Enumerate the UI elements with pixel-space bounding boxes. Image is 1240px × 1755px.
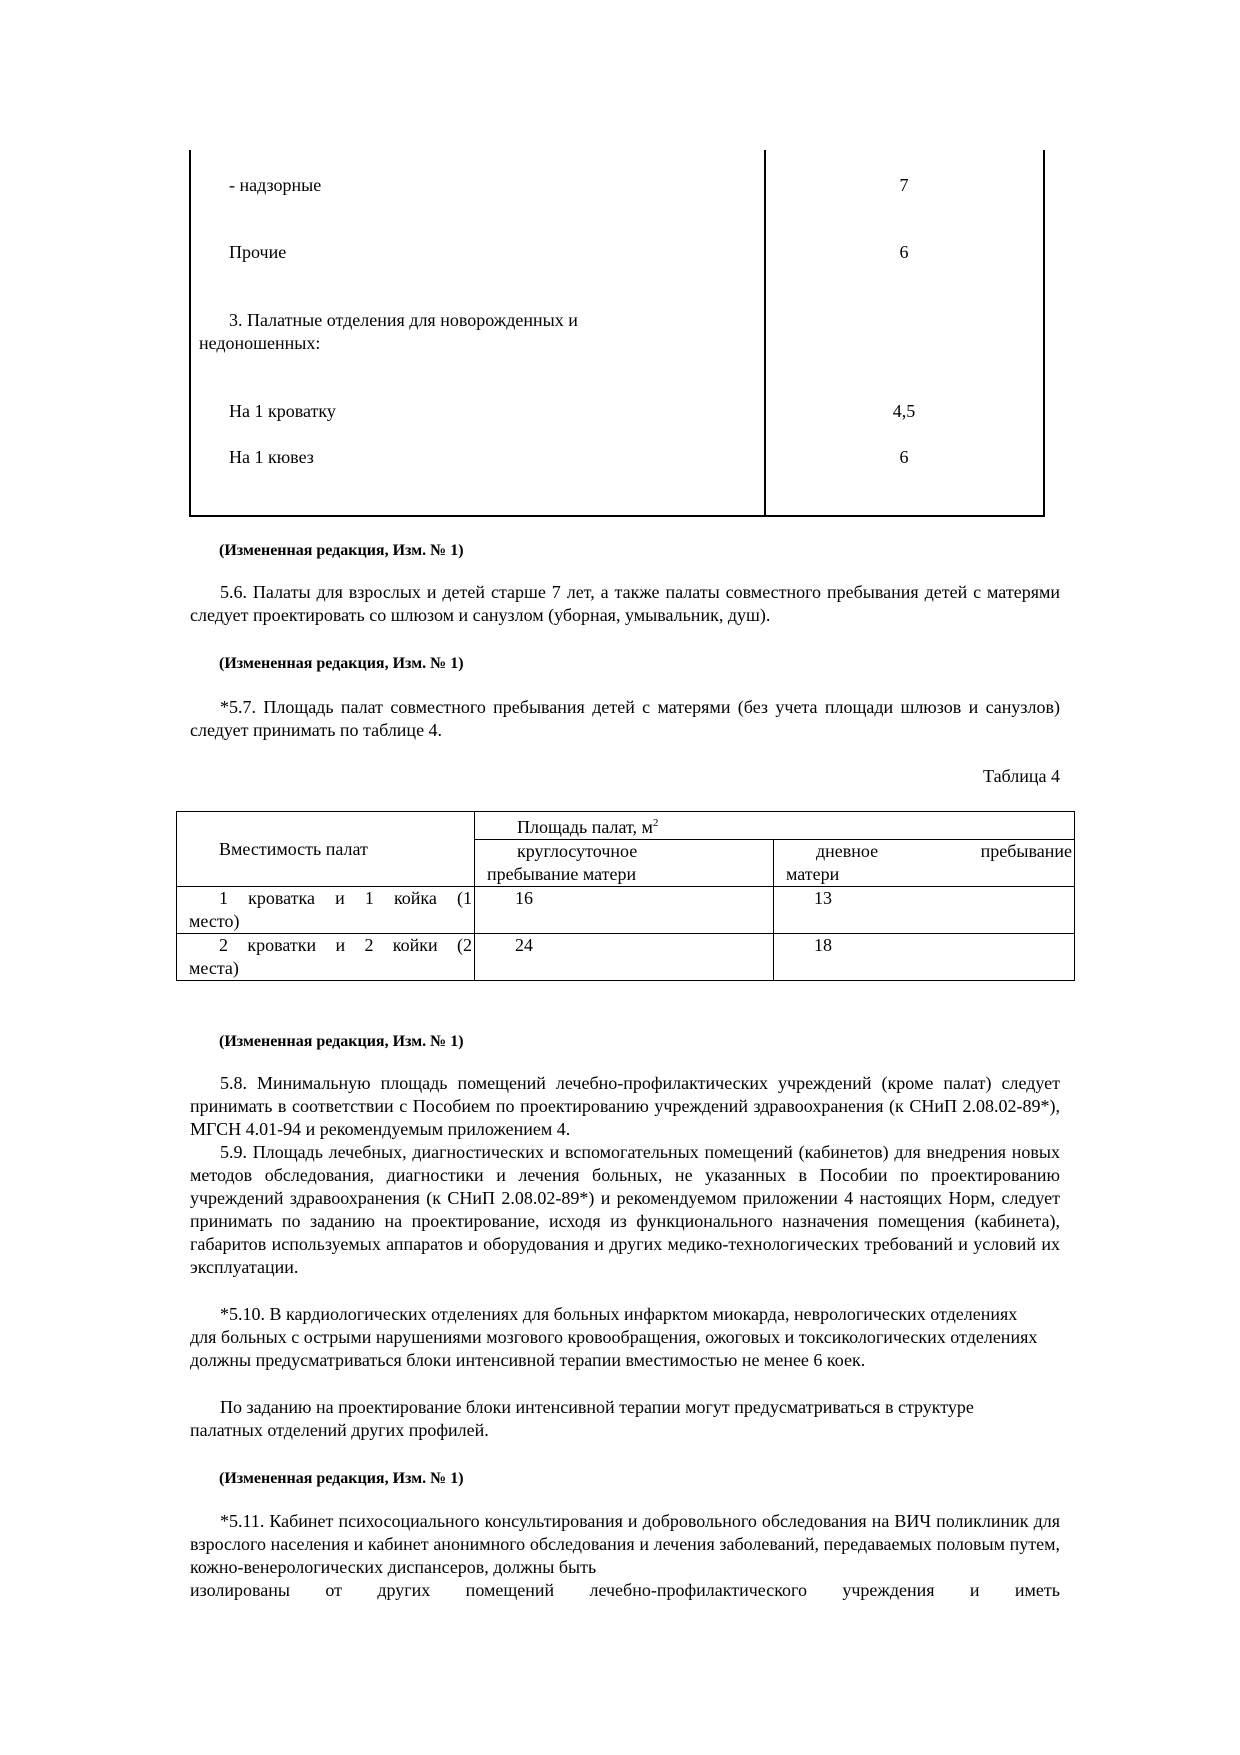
top-table-row-label: 3. Палатные отделения для новорожденных и <box>229 310 578 330</box>
table-row <box>177 812 1075 840</box>
paragraph-5-10: *5.10. В кардиологических отделениях для больных инфарктом миокарда, неврологических отделениях для больных с острыми нарушениями мозгового кровообращения, ожоговых и токсикологических отделениях должны предусматриваться блоки интенсивной терапии вместимостью не менее 6 коек. <box>190 1304 1038 1370</box>
daytime-value: 18 <box>774 934 1075 981</box>
daytime-header-line2: матери <box>786 864 840 884</box>
top-table-row-value: 6 <box>899 242 909 262</box>
paragraph-5-8: 5.8. Минимальную площадь помещений лечебно-профилактических учреждений (кроме палат) следует принимать в соответствии с Пособием по проектированию учреждений здравоохранения (к СНиП 2.08.02-89*), МГСН 4.01-94 и рекомендуемым приложением 4. <box>190 1073 1060 1139</box>
round-the-clock-header-line1: круглосуточное <box>517 841 638 861</box>
paragraph-5-9: 5.9. Площадь лечебных, диагностических и вспомогательных помещений (кабинетов) для внедрения новых методов обследования, диагностики и лечения больных, не указанных в Пособии по проектированию учреждений здравоохранения (к СНиП 2.08.02-89*) и рекомендуемом приложении 4 настоящих Норм, следует принимать по заданию на проектирование, исходя из функционального назначения помещения (кабинета), габаритов используемых аппаратов и оборудования и других медико-технологических требований и условий их эксплуатации. <box>190 1142 1060 1277</box>
paragraph-5-11: *5.11. Кабинет психосоциального консультирования и добровольного обследования на ВИЧ поликлиник для взрослого населения и кабинет анонимного обследования и лечения заболеваний, передаваемых половым путем, кожно-венерологических диспансеров, должны быть <box>190 1511 1060 1577</box>
top-table-row-value: 6 <box>899 447 909 467</box>
table-row <box>177 887 1075 934</box>
amendment-note: (Измененная редакция, Изм. № 1) <box>219 1033 464 1050</box>
capacity-header: Вместимость палат <box>219 838 368 859</box>
daytime-header <box>774 840 1075 887</box>
table-caption: Таблица 4 <box>983 766 1060 786</box>
capacity-cell-line2: место) <box>189 911 240 931</box>
table-row <box>177 934 1075 981</box>
capacity-cell <box>177 887 475 934</box>
amendment-note: (Измененная редакция, Изм. № 1) <box>219 655 464 672</box>
top-table-row-label: Прочие <box>229 242 287 262</box>
amendment-note: (Измененная редакция, Изм. № 1) <box>219 1470 464 1487</box>
capacity-cell-line1: 1 кроватка и 1 койка (1 <box>219 888 472 908</box>
capacity-cell-line1: 2 кроватки и 2 койки (2 <box>219 935 472 955</box>
area-header: Площадь палат, м <box>517 817 653 837</box>
paragraph-5-10-continuation: По заданию на проектирование блоки интенсивной терапии могут предусматриваться в структуре палатных отделений других профилей. <box>190 1397 974 1440</box>
capacity-cell-line2: места) <box>189 958 239 978</box>
top-table-row-value: 7 <box>899 175 909 195</box>
table-4 <box>176 811 1075 981</box>
daytime-header-word2: пребывание <box>980 841 1073 861</box>
paragraph-5-11-last-line: изолированы от других помещений лечебно-профилактического учреждения и иметь <box>190 1580 1060 1600</box>
round-the-clock-value: 24 <box>475 934 774 981</box>
area-header-superscript: 2 <box>652 817 659 829</box>
paragraph-5-7: *5.7. Площадь палат совместного пребывания детей с матерями (без учета площади шлюзов и санузлов) следует принимать по таблице 4. <box>190 697 1060 740</box>
top-table-row-label: недоношенных: <box>199 333 321 353</box>
area-header-cell <box>475 812 1075 840</box>
top-table-row-label: - надзорные <box>229 175 322 195</box>
round-the-clock-header-line2: пребывание матери <box>487 864 637 884</box>
daytime-header-line1 <box>776 840 1072 863</box>
round-the-clock-header <box>475 840 774 887</box>
top-table-row-label: На 1 кроватку <box>229 401 336 421</box>
amendment-note: (Измененная редакция, Изм. № 1) <box>219 542 464 559</box>
top-table-row-divider <box>189 445 191 447</box>
top-table-row-value: 4,5 <box>892 401 916 421</box>
daytime-header-word1: дневное <box>816 841 879 861</box>
capacity-cell <box>177 934 475 981</box>
top-table-left-border <box>189 150 191 517</box>
daytime-value: 13 <box>774 887 1075 934</box>
top-table-row-label: На 1 кювез <box>229 447 314 467</box>
round-the-clock-value: 16 <box>475 887 774 934</box>
capacity-header-cell <box>177 812 475 887</box>
paragraph-5-6: 5.6. Палаты для взрослых и детей старше 7 лет, а также палаты совместного пребывания детей с матерями следует проектировать со шлюзом и санузлом (уборная, умывальник, душ). <box>190 582 1060 625</box>
top-table-bottom-border <box>189 515 1045 517</box>
